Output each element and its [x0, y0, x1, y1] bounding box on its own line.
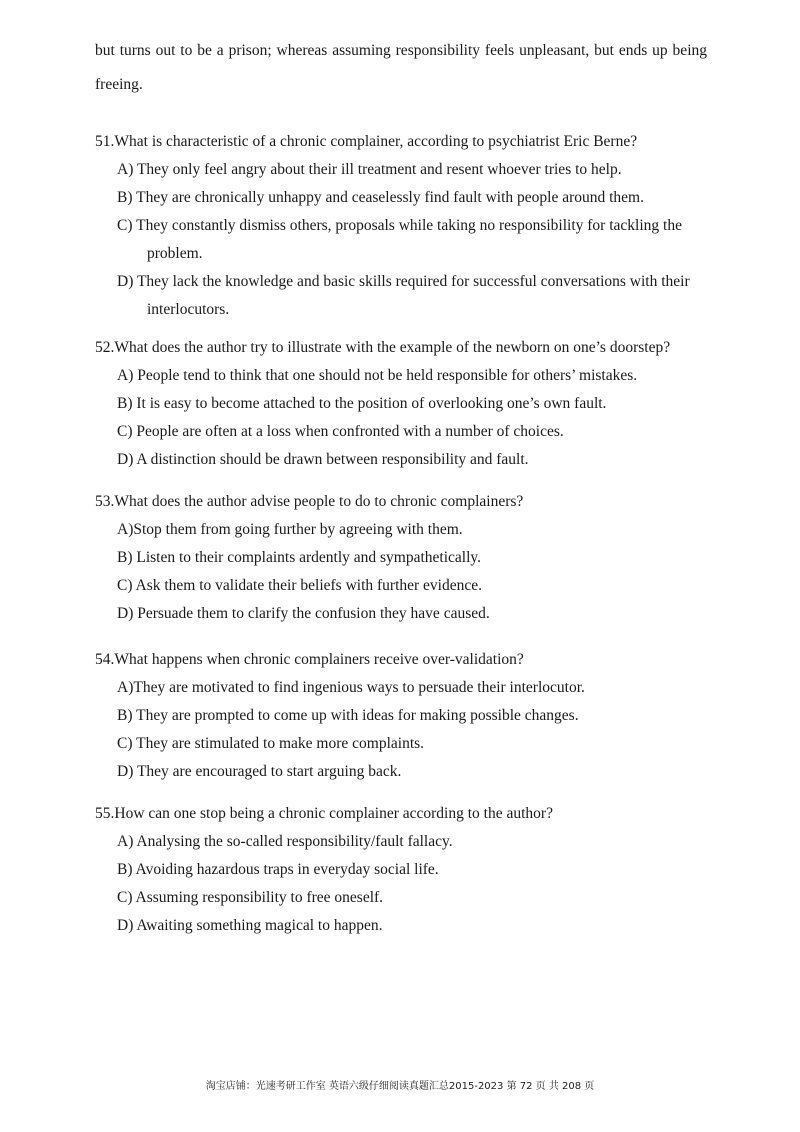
option-c: C) They constantly dismiss others, proposals while taking no responsibility for tackling the problem. — [117, 217, 682, 262]
option-d: D) Awaiting something magical to happen. — [117, 917, 383, 934]
option-a: A) Analysing the so-called responsibility/fault fallacy. — [117, 833, 453, 850]
option-a: A) People tend to think that one should not be held responsible for others’ mistakes. — [117, 367, 638, 384]
option-a: A)Stop them from going further by agreeing with them. — [117, 521, 463, 538]
question-stem: 55.How can one stop being a chronic complainer according to the author? — [95, 805, 553, 822]
question-stem: 52.What does the author try to illustrate with the example of the newborn on one’s doorstep? — [95, 339, 671, 356]
question-stem: 51.What is characteristic of a chronic complainer, according to psychiatrist Eric Berne? — [95, 133, 638, 150]
option-d: D) They lack the knowledge and basic skills required for successful conversations with their interlocutors. — [117, 273, 690, 318]
option-c: C) Assuming responsibility to free oneself. — [117, 889, 384, 906]
option-b: B) Avoiding hazardous traps in everyday social life. — [117, 861, 439, 878]
option-c: C) They are stimulated to make more complaints. — [117, 735, 425, 752]
question-53 — [95, 488, 707, 628]
question-stem: 53.What does the author advise people to do to chronic complainers? — [95, 493, 524, 510]
question-52 — [95, 334, 707, 474]
option-c: C) Ask them to validate their beliefs with further evidence. — [117, 577, 482, 594]
option-d: D) A distinction should be drawn between responsibility and fault. — [117, 451, 529, 468]
question-54 — [95, 646, 707, 786]
option-b: B) They are prompted to come up with ideas for making possible changes. — [117, 707, 579, 724]
page-footer: 淘宝店铺：光速考研工作室 英语六级仔细阅读真题汇总2015-2023 第 72 页 共 208 页 — [205, 1081, 595, 1092]
option-c: C) People are often at a loss when confronted with a number of choices. — [117, 423, 564, 440]
question-55 — [95, 800, 707, 940]
option-d: D) They are encouraged to start arguing back. — [117, 763, 402, 780]
option-d: D) Persuade them to clarify the confusion they have caused. — [117, 605, 490, 622]
option-b: B) They are chronically unhappy and ceaselessly find fault with people around them. — [117, 189, 644, 206]
option-a: A)They are motivated to find ingenious ways to persuade their interlocutor. — [117, 679, 585, 696]
question-stem: 54.What happens when chronic complainers receive over-validation? — [95, 651, 524, 668]
option-a: A) They only feel angry about their ill treatment and resent whoever tries to help. — [117, 161, 622, 178]
intro-paragraph: but turns out to be a prison; whereas assuming responsibility feels unpleasant, but ends up being freeing. — [95, 42, 707, 93]
question-51 — [95, 128, 707, 324]
option-b: B) It is easy to become attached to the position of overlooking one’s own fault. — [117, 395, 607, 412]
option-b: B) Listen to their complaints ardently and sympathetically. — [117, 549, 482, 566]
